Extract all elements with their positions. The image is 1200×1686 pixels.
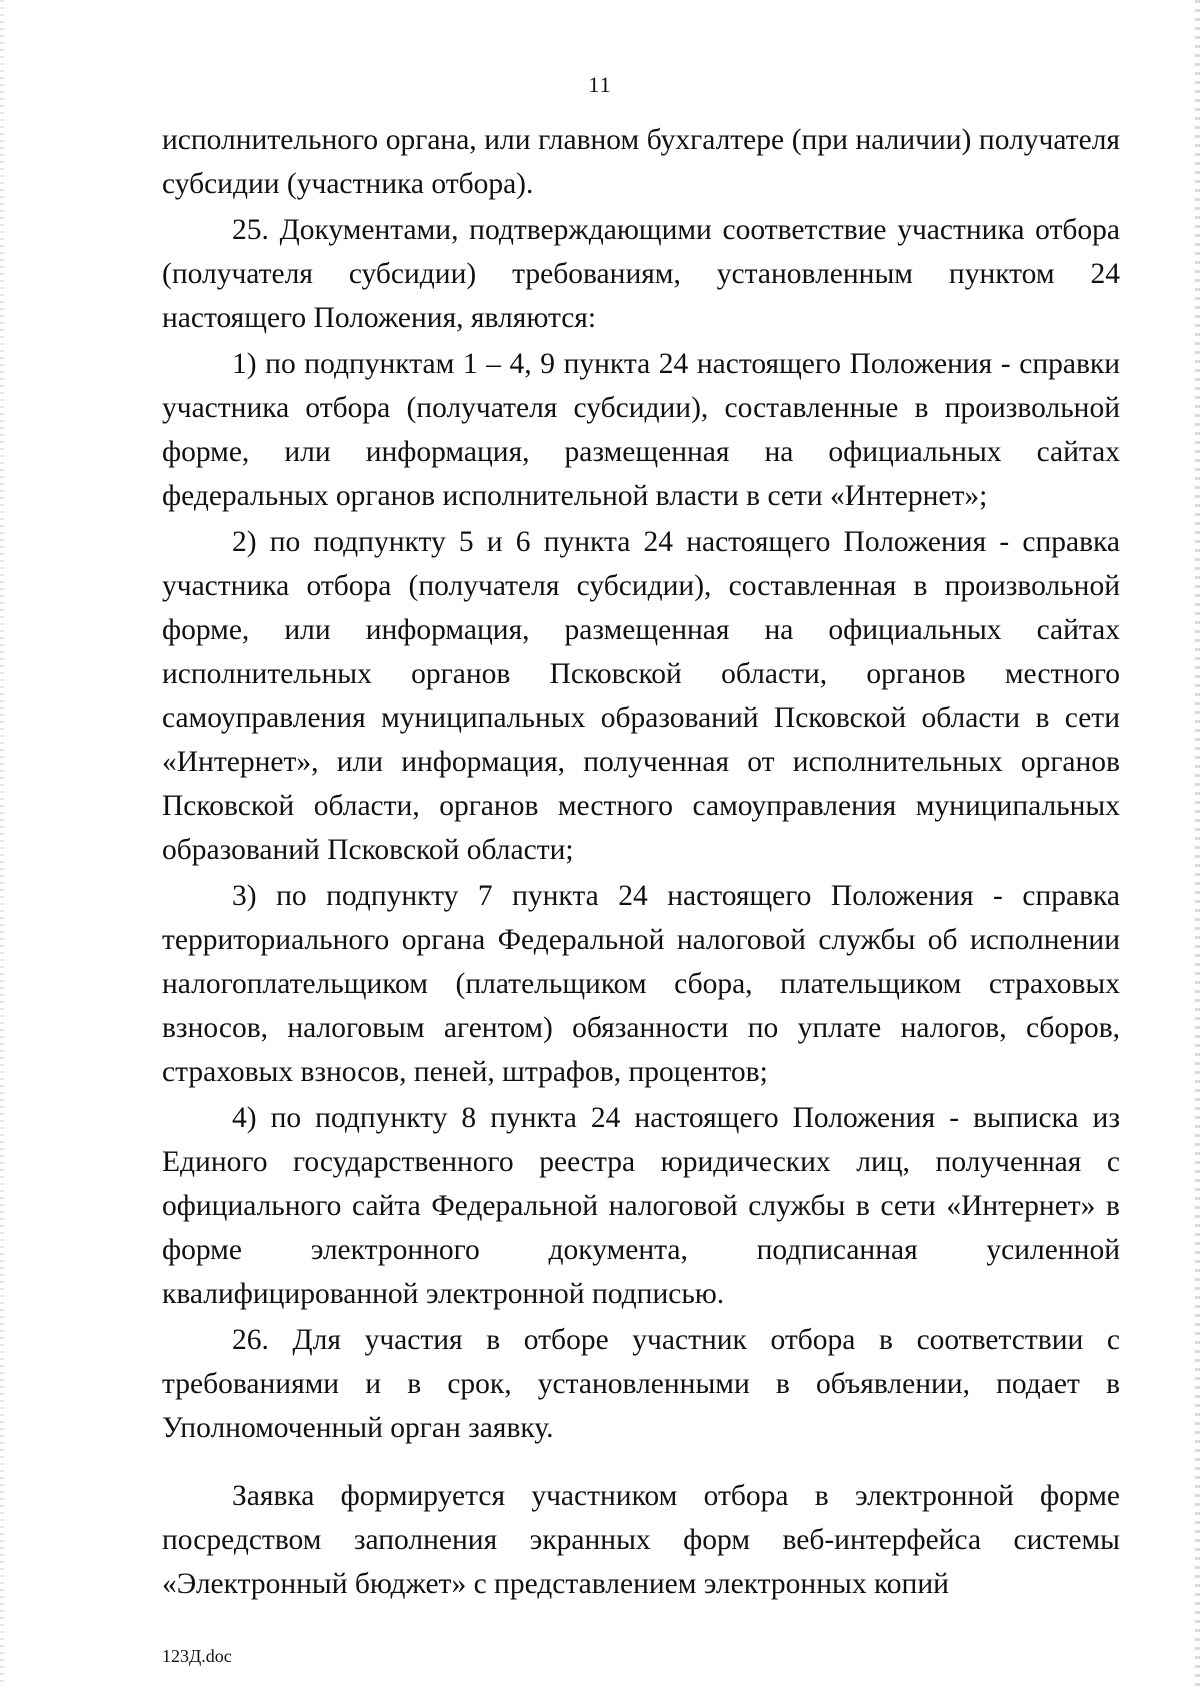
- scan-edge-right: [1195, 0, 1200, 1686]
- paragraph-subitem-3: 3) по подпункту 7 пункта 24 настоящего Положения - справка территориального органа Федеральной налоговой службы об исполнении налогоплательщиком (плательщиком сбора, плательщиком страховых взносов, налоговым агентом) обязанности по уплате налогов, сборов, страховых взносов, пеней, штрафов, процентов;: [162, 880, 1120, 1088]
- page-number: 11: [588, 72, 612, 97]
- paragraph-item-26: 26. Для участия в отборе участник отбора в соответствии с требованиями и в срок, установленными в объявлении, подает в Уполномоченный орган заявку.: [162, 1324, 1120, 1444]
- paragraph-subitem-2: 2) по подпункту 5 и 6 пункта 24 настоящего Положения - справка участника отбора (получателя субсидии), составленная в произвольной форме, или информация, размещенная на официальных сайтах исполнительных органов Псковской области, органов местного самоуправления муниципальных образований Псковской области в сети «Интернет», или информация, полученная от исполнительных органов Псковской области, органов местного самоуправления муниципальных образований Псковской области;: [162, 526, 1120, 866]
- file-footer: 123Д.doc: [162, 1646, 232, 1666]
- paragraph-continuation: исполнительного органа, или главном бухгалтере (при наличии) получателя субсидии (участника отбора).: [162, 124, 1120, 200]
- document-body: [162, 118, 1120, 1606]
- paragraph-application: Заявка формируется участником отбора в электронной форме посредством заполнения экранных форм веб-интерфейса системы «Электронный бюджет» с представлением электронных копий: [162, 1480, 1120, 1600]
- paragraph-subitem-4: 4) по подпункту 8 пункта 24 настоящего Положения - выписка из Единого государственного реестра юридических лиц, полученная с официального сайта Федеральной налоговой службы в сети «Интернет» в форме электронного документа, подписанная усиленной квалифицированной электронной подписью.: [162, 1102, 1120, 1310]
- paragraph-item-25: 25. Документами, подтверждающими соответствие участника отбора (получателя субсидии) требованиям, установленным пунктом 24 настоящего Положения, являются:: [162, 214, 1120, 334]
- paragraph-subitem-1: 1) по подпунктам 1 – 4, 9 пункта 24 настоящего Положения - справки участника отбора (получателя субсидии), составленные в произвольной форме, или информация, размещенная на официальных сайтах федеральных органов исполнительной власти в сети «Интернет»;: [162, 348, 1120, 512]
- scan-edge-left: [0, 0, 4, 1686]
